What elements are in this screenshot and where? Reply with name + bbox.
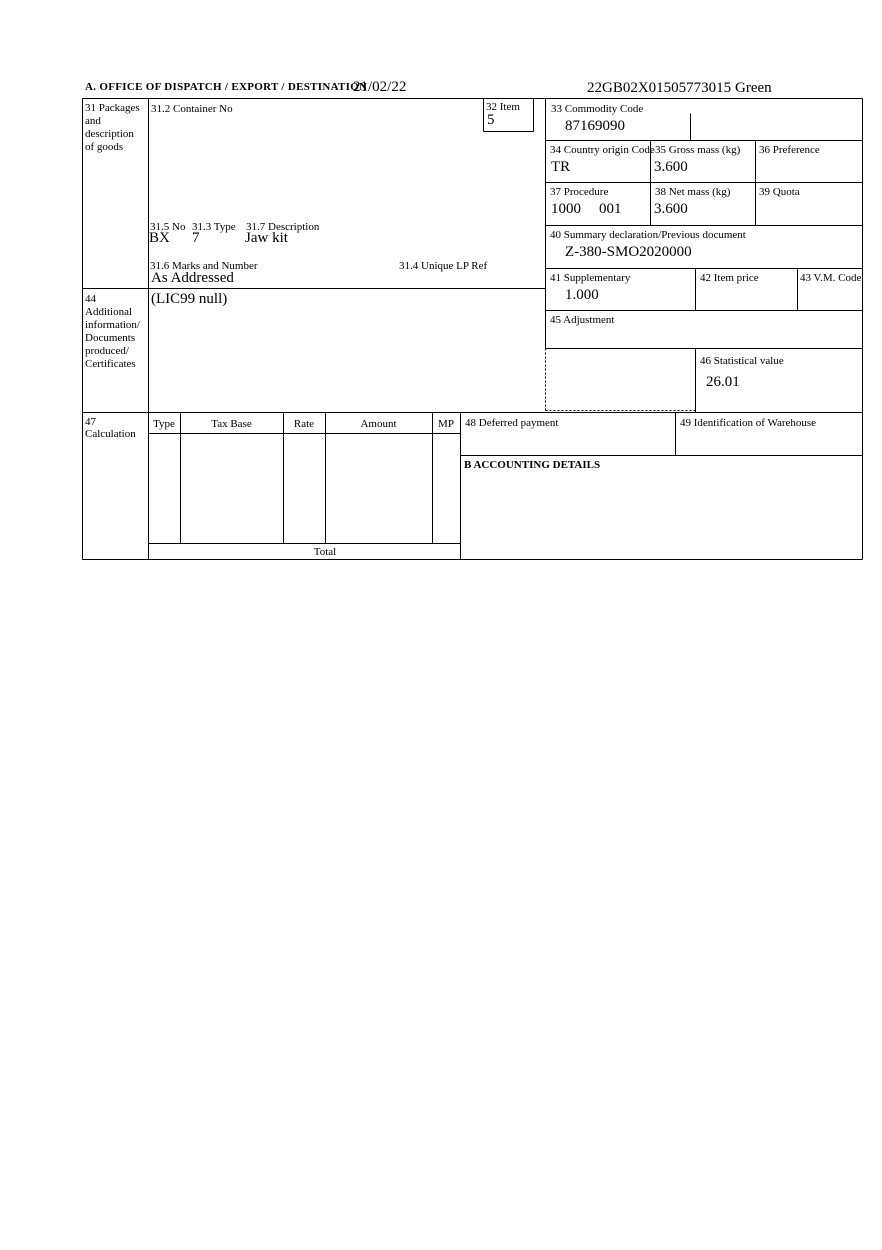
box44-label-line-6: Certificates xyxy=(85,358,136,370)
box44-label-line-1: 44 xyxy=(85,293,96,305)
unique-lp-ref-label: 31.4 Unique LP Ref xyxy=(399,260,488,272)
procedure-label: 37 Procedure xyxy=(550,186,609,198)
commodity-code-label: 33 Commodity Code xyxy=(551,103,644,115)
summary-declaration-value: Z-380-SMO2020000 xyxy=(565,244,692,260)
container-no-label: 31.2 Container No xyxy=(151,103,233,115)
mrn-reference: 22GB02X01505773015 xyxy=(587,80,732,96)
procedure-value-2: 001 xyxy=(599,201,622,217)
box31-label-line-1: 31 Packages xyxy=(85,102,140,114)
marks-value: As Addressed xyxy=(151,270,234,286)
calc-header-tax-base: Tax Base xyxy=(211,418,252,430)
warehouse-id-label: 49 Identification of Warehouse xyxy=(680,417,817,429)
country-origin-value: TR xyxy=(551,159,571,175)
calc-header-amount: Amount xyxy=(360,418,397,430)
vm-code-label: 43 V.M. Code xyxy=(800,272,862,284)
gross-mass-label: 35 Gross mass (kg) xyxy=(655,144,741,156)
adjustment-label: 45 Adjustment xyxy=(550,314,615,326)
box31-label-line-2: and xyxy=(85,115,101,127)
supplementary-value: 1.000 xyxy=(565,287,599,303)
package-type-value: 7 xyxy=(192,230,200,246)
net-mass-label: 38 Net mass (kg) xyxy=(655,186,731,198)
supplementary-label: 41 Supplementary xyxy=(550,272,631,284)
package-no-label: 31.5 No xyxy=(150,221,186,233)
item-number-label: 32 Item xyxy=(486,101,520,113)
package-no-value: BX xyxy=(149,230,170,246)
statistical-value: 26.01 xyxy=(706,374,740,390)
commodity-code-value: 87169090 xyxy=(565,118,625,134)
marks-and-number-label: 31.6 Marks and Number xyxy=(150,260,258,272)
net-mass-value: 3.600 xyxy=(654,201,688,217)
item-price-label: 42 Item price xyxy=(700,272,759,284)
package-desc-value: Jaw kit xyxy=(245,230,288,246)
deferred-payment-label: 48 Deferred payment xyxy=(465,417,559,429)
box47-label: Calculation xyxy=(85,428,136,440)
package-desc-label: 31.7 Description xyxy=(246,221,320,233)
box47-number: 47 xyxy=(85,416,96,428)
declaration-date: 21/02/22 xyxy=(353,79,407,95)
statistical-value-label: 46 Statistical value xyxy=(700,355,784,367)
calc-header-rate: Rate xyxy=(293,418,315,430)
office-of-dispatch-label: A. OFFICE OF DISPATCH / EXPORT / DESTINATION xyxy=(85,81,368,93)
calc-total-label: Total xyxy=(313,546,337,558)
package-type-label: 31.3 Type xyxy=(192,221,236,233)
preference-label: 36 Preference xyxy=(759,144,820,156)
calc-header-type: Type xyxy=(153,418,175,430)
country-origin-label: 34 Country origin Code xyxy=(550,144,655,156)
accounting-details-label: B ACCOUNTING DETAILS xyxy=(464,459,601,471)
item-number-value: 5 xyxy=(487,112,495,128)
gross-mass-value: 3.600 xyxy=(654,159,688,175)
box31-label-line-3: description xyxy=(85,128,134,140)
box31-label-line-4: of goods xyxy=(85,141,124,153)
additional-information-value: (LIC99 null) xyxy=(151,291,228,307)
summary-declaration-label: 40 Summary declaration/Previous document xyxy=(550,229,746,241)
box44-label-line-4: Documents xyxy=(85,332,136,344)
quota-label: 39 Quota xyxy=(759,186,800,198)
box44-label-line-5: produced/ xyxy=(85,345,129,357)
procedure-value-1: 1000 xyxy=(551,201,581,217)
box44-label-line-3: information/ xyxy=(85,319,140,331)
box44-label-line-2: Additional xyxy=(85,306,133,318)
routing-status: Green xyxy=(735,80,772,96)
calc-header-mp: MP xyxy=(438,418,454,430)
